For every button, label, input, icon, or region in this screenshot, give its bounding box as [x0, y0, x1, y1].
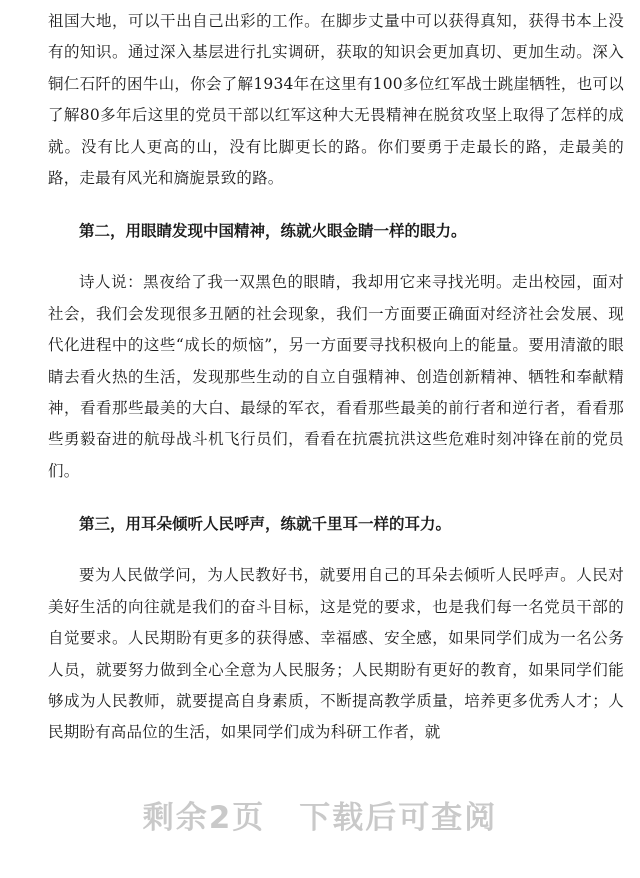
remaining-pages-label: 剩余2页 — [142, 800, 266, 836]
paragraph-third: 要为人民做学问，为人民教好书，就要用自己的耳朵去倾听人民呼声。人民对美好生活的向往就是我们的奋斗目标，这是党的要求，也是我们每一名党员干部的自觉要求。人民期盼有更多的获得感、幸福感、安全感，如果同学们成为一名公务人员，就要努力做到全心全意为人民服务；人民期盼有更好的教育，如果同学们能够成为人民教师，就要提高自身素质，不断提高教学质量，培养更多优秀人才；人民期盼有高品位的生活，如果同学们成为科研工作者，就 — [48, 566, 624, 742]
document-body — [48, 6, 624, 749]
section-heading-second: 第二，用眼睛发现中国精神，练就火眼金睛一样的眼力。 — [79, 222, 467, 241]
download-to-view-label: 下载后可查阅 — [299, 800, 498, 836]
paragraph-second: 诗人说：黑夜给了我一双黑色的眼睛，我却用它来寻找光明。走出校园，面对社会，我们会发现很多丑陋的社会现象，我们一方面要正确面对经济社会发展、现代化进程中的这些“成长的烦恼”，另一方面要寻找积极向上的能量。要用清澈的眼睛去看火热的生活，发现那些生动的自立自强精神、创造创新精神、牺牲和奉献精神，看看那些最美的大白、最绿的军衣，看看那些最美的前行者和逆行者，看看那些勇毅奋进的航母战斗机飞行员们，看看在抗震抗洪这些危难时刻冲锋在前的党员们。 — [48, 273, 624, 480]
paragraph-continuation: 祖国大地，可以干出自己出彩的工作。在脚步丈量中可以获得真知，获得书本上没有的知识。通过深入基层进行扎实调研，获取的知识会更加真切、更加生动。深入铜仁石阡的困牛山，你会了解1934年在这里有100多位红军战士跳崖牺牲，也可以了解80多年后这里的党员干部以红军这种大无畏精神在脱贫攻坚上取得了怎样的成就。没有比人更高的山，没有比脚更长的路。你们要勇于走最长的路，走最美的路，走最有风光和旖旎景致的路。 — [48, 12, 624, 188]
section-heading-third: 第三，用耳朵倾听人民呼声，练就千里耳一样的耳力。 — [79, 515, 452, 534]
download-prompt-banner[interactable] — [0, 792, 640, 837]
